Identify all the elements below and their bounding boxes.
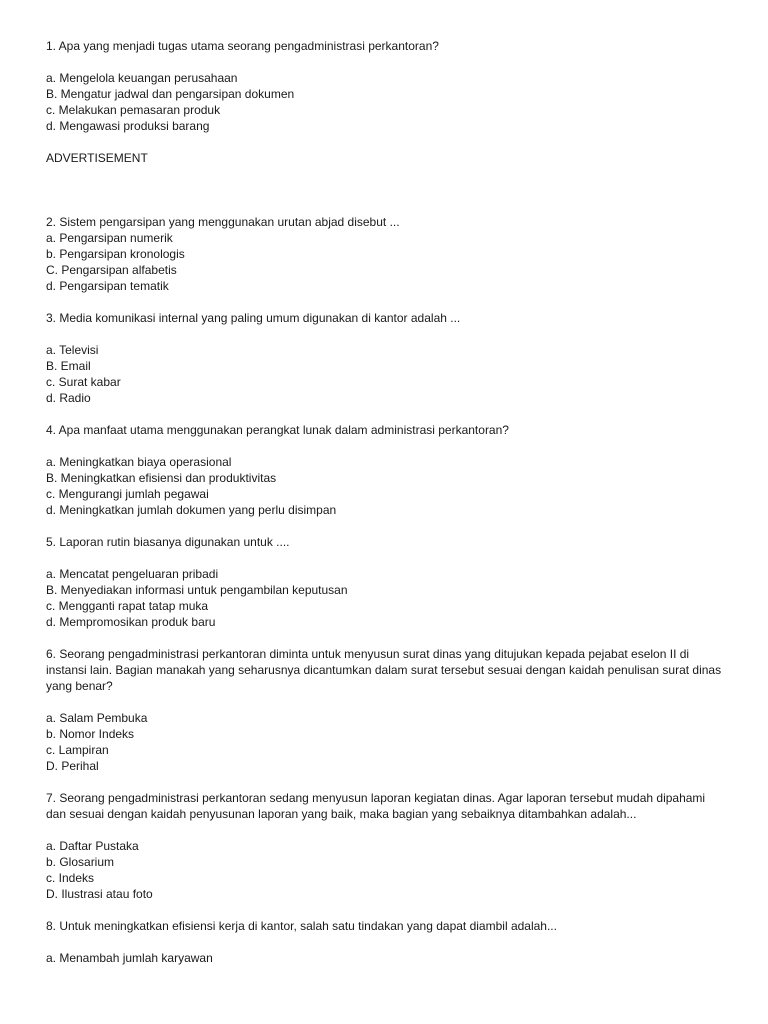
answer-option: c. Surat kabar <box>46 375 121 389</box>
answer-option: a. Mencatat pengeluaran pribadi <box>46 567 219 581</box>
answer-option: c. Mengurangi jumlah pegawai <box>46 487 209 501</box>
answer-option: C. Pengarsipan alfabetis <box>46 263 177 277</box>
question-text: 3. Media komunikasi internal yang paling umum digunakan di kantor adalah ... <box>46 311 461 325</box>
question-block <box>46 790 726 902</box>
answer-option: a. Televisi <box>46 343 99 357</box>
answer-option: c. Lampiran <box>46 743 109 757</box>
answer-option: b. Glosarium <box>46 855 115 869</box>
question-text: 2. Sistem pengarsipan yang menggunakan urutan abjad disebut ... <box>46 215 400 229</box>
question-block <box>46 534 726 630</box>
answer-option: B. Menyediakan informasi untuk pengambilan keputusan <box>46 583 348 597</box>
answer-option: b. Pengarsipan kronologis <box>46 247 185 261</box>
answer-option: d. Mempromosikan produk baru <box>46 615 216 629</box>
question-block <box>46 214 726 294</box>
question-block <box>46 310 726 406</box>
answer-option: c. Indeks <box>46 871 95 885</box>
answer-option: a. Meningkatkan biaya operasional <box>46 455 232 469</box>
answer-option: d. Mengawasi produksi barang <box>46 119 210 133</box>
answer-option: c. Mengganti rapat tatap muka <box>46 599 209 613</box>
question-block <box>46 38 726 134</box>
answer-option: B. Mengatur jadwal dan pengarsipan dokumen <box>46 87 295 101</box>
answer-option: a. Mengelola keuangan perusahaan <box>46 71 238 85</box>
answer-option: a. Salam Pembuka <box>46 711 148 725</box>
answer-option: D. Perihal <box>46 759 99 773</box>
question-block <box>46 422 726 518</box>
question-text: 1. Apa yang menjadi tugas utama seorang pengadministrasi perkantoran? <box>46 39 439 53</box>
answer-option: a. Daftar Pustaka <box>46 839 139 853</box>
advertisement-slot <box>46 166 726 198</box>
answer-option: d. Radio <box>46 391 91 405</box>
answer-option: d. Meningkatkan jumlah dokumen yang perlu disimpan <box>46 503 337 517</box>
answer-option: B. Meningkatkan efisiensi dan produktivitas <box>46 471 277 485</box>
question-text: 5. Laporan rutin biasanya digunakan untuk .... <box>46 535 290 549</box>
question-text: 8. Untuk meningkatkan efisiensi kerja di kantor, salah satu tindakan yang dapat diambil adalah... <box>46 919 557 933</box>
advertisement-label: ADVERTISEMENT <box>46 151 148 165</box>
answer-option: d. Pengarsipan tematik <box>46 279 169 293</box>
question-block <box>46 646 726 774</box>
document-page <box>46 38 726 966</box>
answer-option: b. Nomor Indeks <box>46 727 135 741</box>
answer-option: c. Melakukan pemasaran produk <box>46 103 221 117</box>
answer-option: a. Pengarsipan numerik <box>46 231 173 245</box>
answer-option: a. Menambah jumlah karyawan <box>46 951 213 965</box>
question-text: 7. Seorang pengadministrasi perkantoran sedang menyusun laporan kegiatan dinas. Agar laporan tersebut mudah dipahami dan sesuai dengan kaidah penyusunan laporan yang baik, maka bagian yang sebaiknya ditambahkan adalah... <box>46 791 706 821</box>
answer-option: D. Ilustrasi atau foto <box>46 887 153 901</box>
question-text: 4. Apa manfaat utama menggunakan perangkat lunak dalam administrasi perkantoran? <box>46 423 509 437</box>
answer-option: B. Email <box>46 359 91 373</box>
question-text: 6. Seorang pengadministrasi perkantoran diminta untuk menyusun surat dinas yang ditujukan kepada pejabat eselon II di instansi lain. Bagian manakah yang seharusnya dicantumkan dalam surat tersebut sesuai dengan kaidah penulisan surat dinas yang benar? <box>46 647 722 693</box>
question-block <box>46 918 726 966</box>
